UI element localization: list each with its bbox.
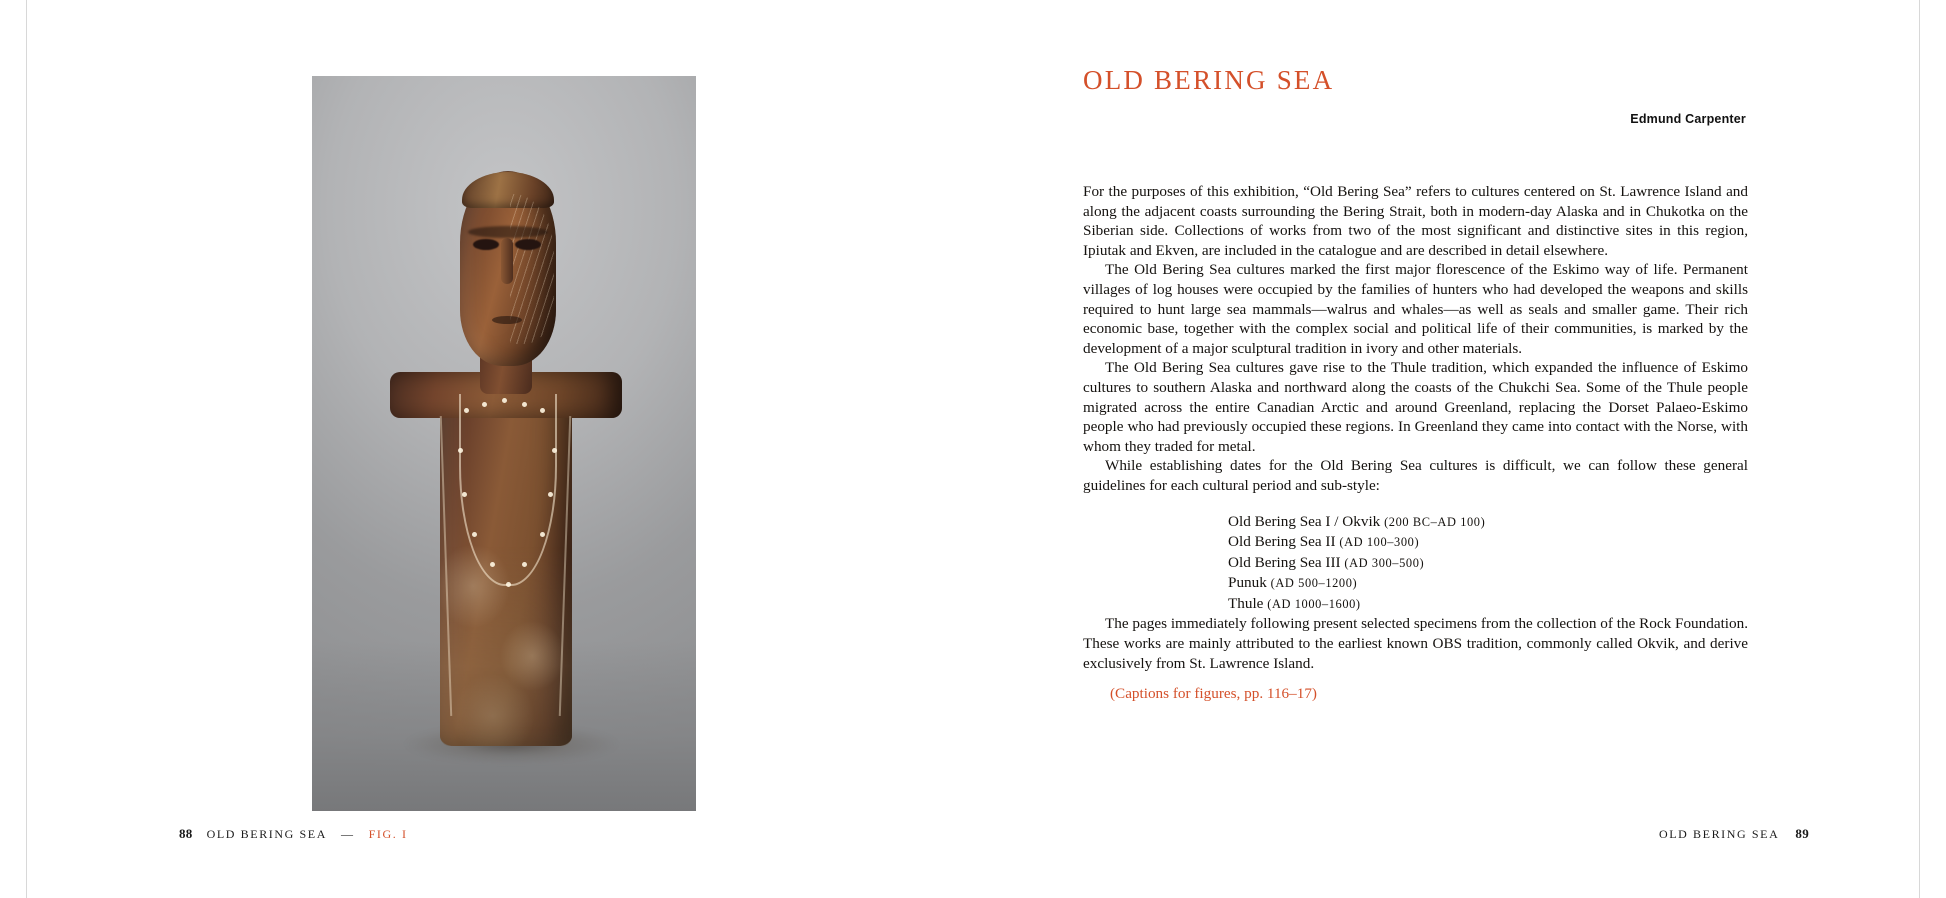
- chronology-dates: (AD 1000–1600): [1267, 596, 1361, 611]
- figure-inlay-dot: [462, 492, 467, 497]
- chronology-name: Thule: [1228, 594, 1264, 612]
- captions-note: (Captions for figures, pp. 116–17): [1110, 685, 1317, 702]
- figure-inlay-dot: [522, 402, 527, 407]
- chronology-item: [1228, 573, 1748, 594]
- figure-brow: [468, 226, 548, 238]
- figure-inlay-dot: [506, 582, 511, 587]
- figure-plate-image: [312, 76, 696, 811]
- chronology-item: [1228, 512, 1748, 533]
- chronology-name: Old Bering Sea II: [1228, 533, 1336, 551]
- figure-left-eye: [473, 239, 499, 250]
- figure-inlay-dot: [540, 532, 545, 537]
- closing-paragraph: The pages immediately following present selected specimens from the collection of the Rock Foundation. These works are mainly attributed to the earliest known OBS tradition, commonly called Okvik, and derive exclusively from St. Lawrence Island.: [1083, 615, 1748, 672]
- paragraph: While establishing dates for the Old Bering Sea cultures is difficult, we can follow these general guidelines for each cultural period and sub-style:: [1083, 457, 1748, 494]
- figure-inlay-dot: [458, 448, 463, 453]
- figure-inlay-dot: [552, 448, 557, 453]
- chapter-title: OLD BERING SEA: [1083, 65, 1335, 95]
- chronology-name: Punuk: [1228, 574, 1267, 592]
- figure-inlay-dot: [464, 408, 469, 413]
- figure-inlay-dot: [548, 492, 553, 497]
- chronology-name: Old Bering Sea I / Okvik: [1228, 512, 1381, 530]
- chronology-dates: (AD 300–500): [1344, 555, 1425, 570]
- figure-inlay-dot: [540, 408, 545, 413]
- body-text-column: [1083, 182, 1748, 673]
- chronology-dates: (AD 500–1200): [1270, 576, 1358, 591]
- figure-nose: [501, 238, 513, 284]
- figure-right-eye: [515, 239, 541, 250]
- folio-separator: —: [341, 827, 355, 841]
- right-margin-rule: [1919, 0, 1920, 898]
- figure-headdress: [462, 172, 554, 208]
- figure-inlay-dot: [490, 562, 495, 567]
- left-running-head: OLD BERING SEA: [206, 827, 328, 841]
- right-page: [973, 0, 1919, 898]
- figure-inlay-dot: [522, 562, 527, 567]
- chronology-dates: (200 BC–AD 100): [1384, 514, 1486, 529]
- figure-number-label: FIG. I: [368, 827, 408, 841]
- right-running-head: OLD BERING SEA: [1658, 827, 1780, 841]
- right-page-number: 89: [1795, 826, 1809, 841]
- left-page: [27, 0, 973, 898]
- figure-inlay-dot: [482, 402, 487, 407]
- figure-inlay-dot: [502, 398, 507, 403]
- chronology-dates: (AD 100–300): [1339, 535, 1420, 550]
- paragraph: The Old Bering Sea cultures marked the first major florescence of the Eskimo way of life. Permanent villages of log houses were occupied by the families of hunters who had developed the weapons and skills required to hunt large sea mammals—walrus and whales—as well as seals and smaller game. Their rich economic base, together with the complex social and political life of their communities, is marked by the development of a major sculptural tradition in ivory and other materials.: [1083, 261, 1748, 357]
- figure-inlay-dot: [472, 532, 477, 537]
- chronology-item: [1228, 553, 1748, 574]
- carved-figure-illustration: [312, 76, 696, 811]
- right-folio: [1659, 826, 1809, 842]
- paragraph: The Old Bering Sea cultures gave rise to the Thule tradition, which expanded the influence of Eskimo cultures to southern Alaska and northward along the coasts of the Chukchi Sea. Some of the Thule people migrated across the entire Canadian Arctic and around Greenland, replacing the Dorset Palaeo-Eskimo people who had previously occupied these regions. In Greenland they came into contact with the Norse, with whom they traded for metal.: [1083, 359, 1748, 455]
- author-byline: Edmund Carpenter: [1630, 112, 1746, 126]
- chronology-name: Old Bering Sea III: [1228, 553, 1341, 571]
- chronology-item: [1228, 594, 1748, 615]
- chronology-item: [1228, 532, 1748, 553]
- left-folio: [179, 826, 408, 842]
- paragraph: For the purposes of this exhibition, “Old Bering Sea” refers to cultures centered on St. Lawrence Island and along the adjacent coasts surrounding the Bering Strait, both in modern-day Alaska and in Chukotka on the Siberian side. Collections of works from two of the most significant and distinctive sites in this region, Ipiutak and Ekven, are included in the catalogue and are described in detail elsewhere.: [1083, 183, 1748, 259]
- left-page-number: 88: [179, 826, 193, 841]
- figure-mouth: [492, 316, 522, 324]
- chronology-list: [1228, 512, 1748, 615]
